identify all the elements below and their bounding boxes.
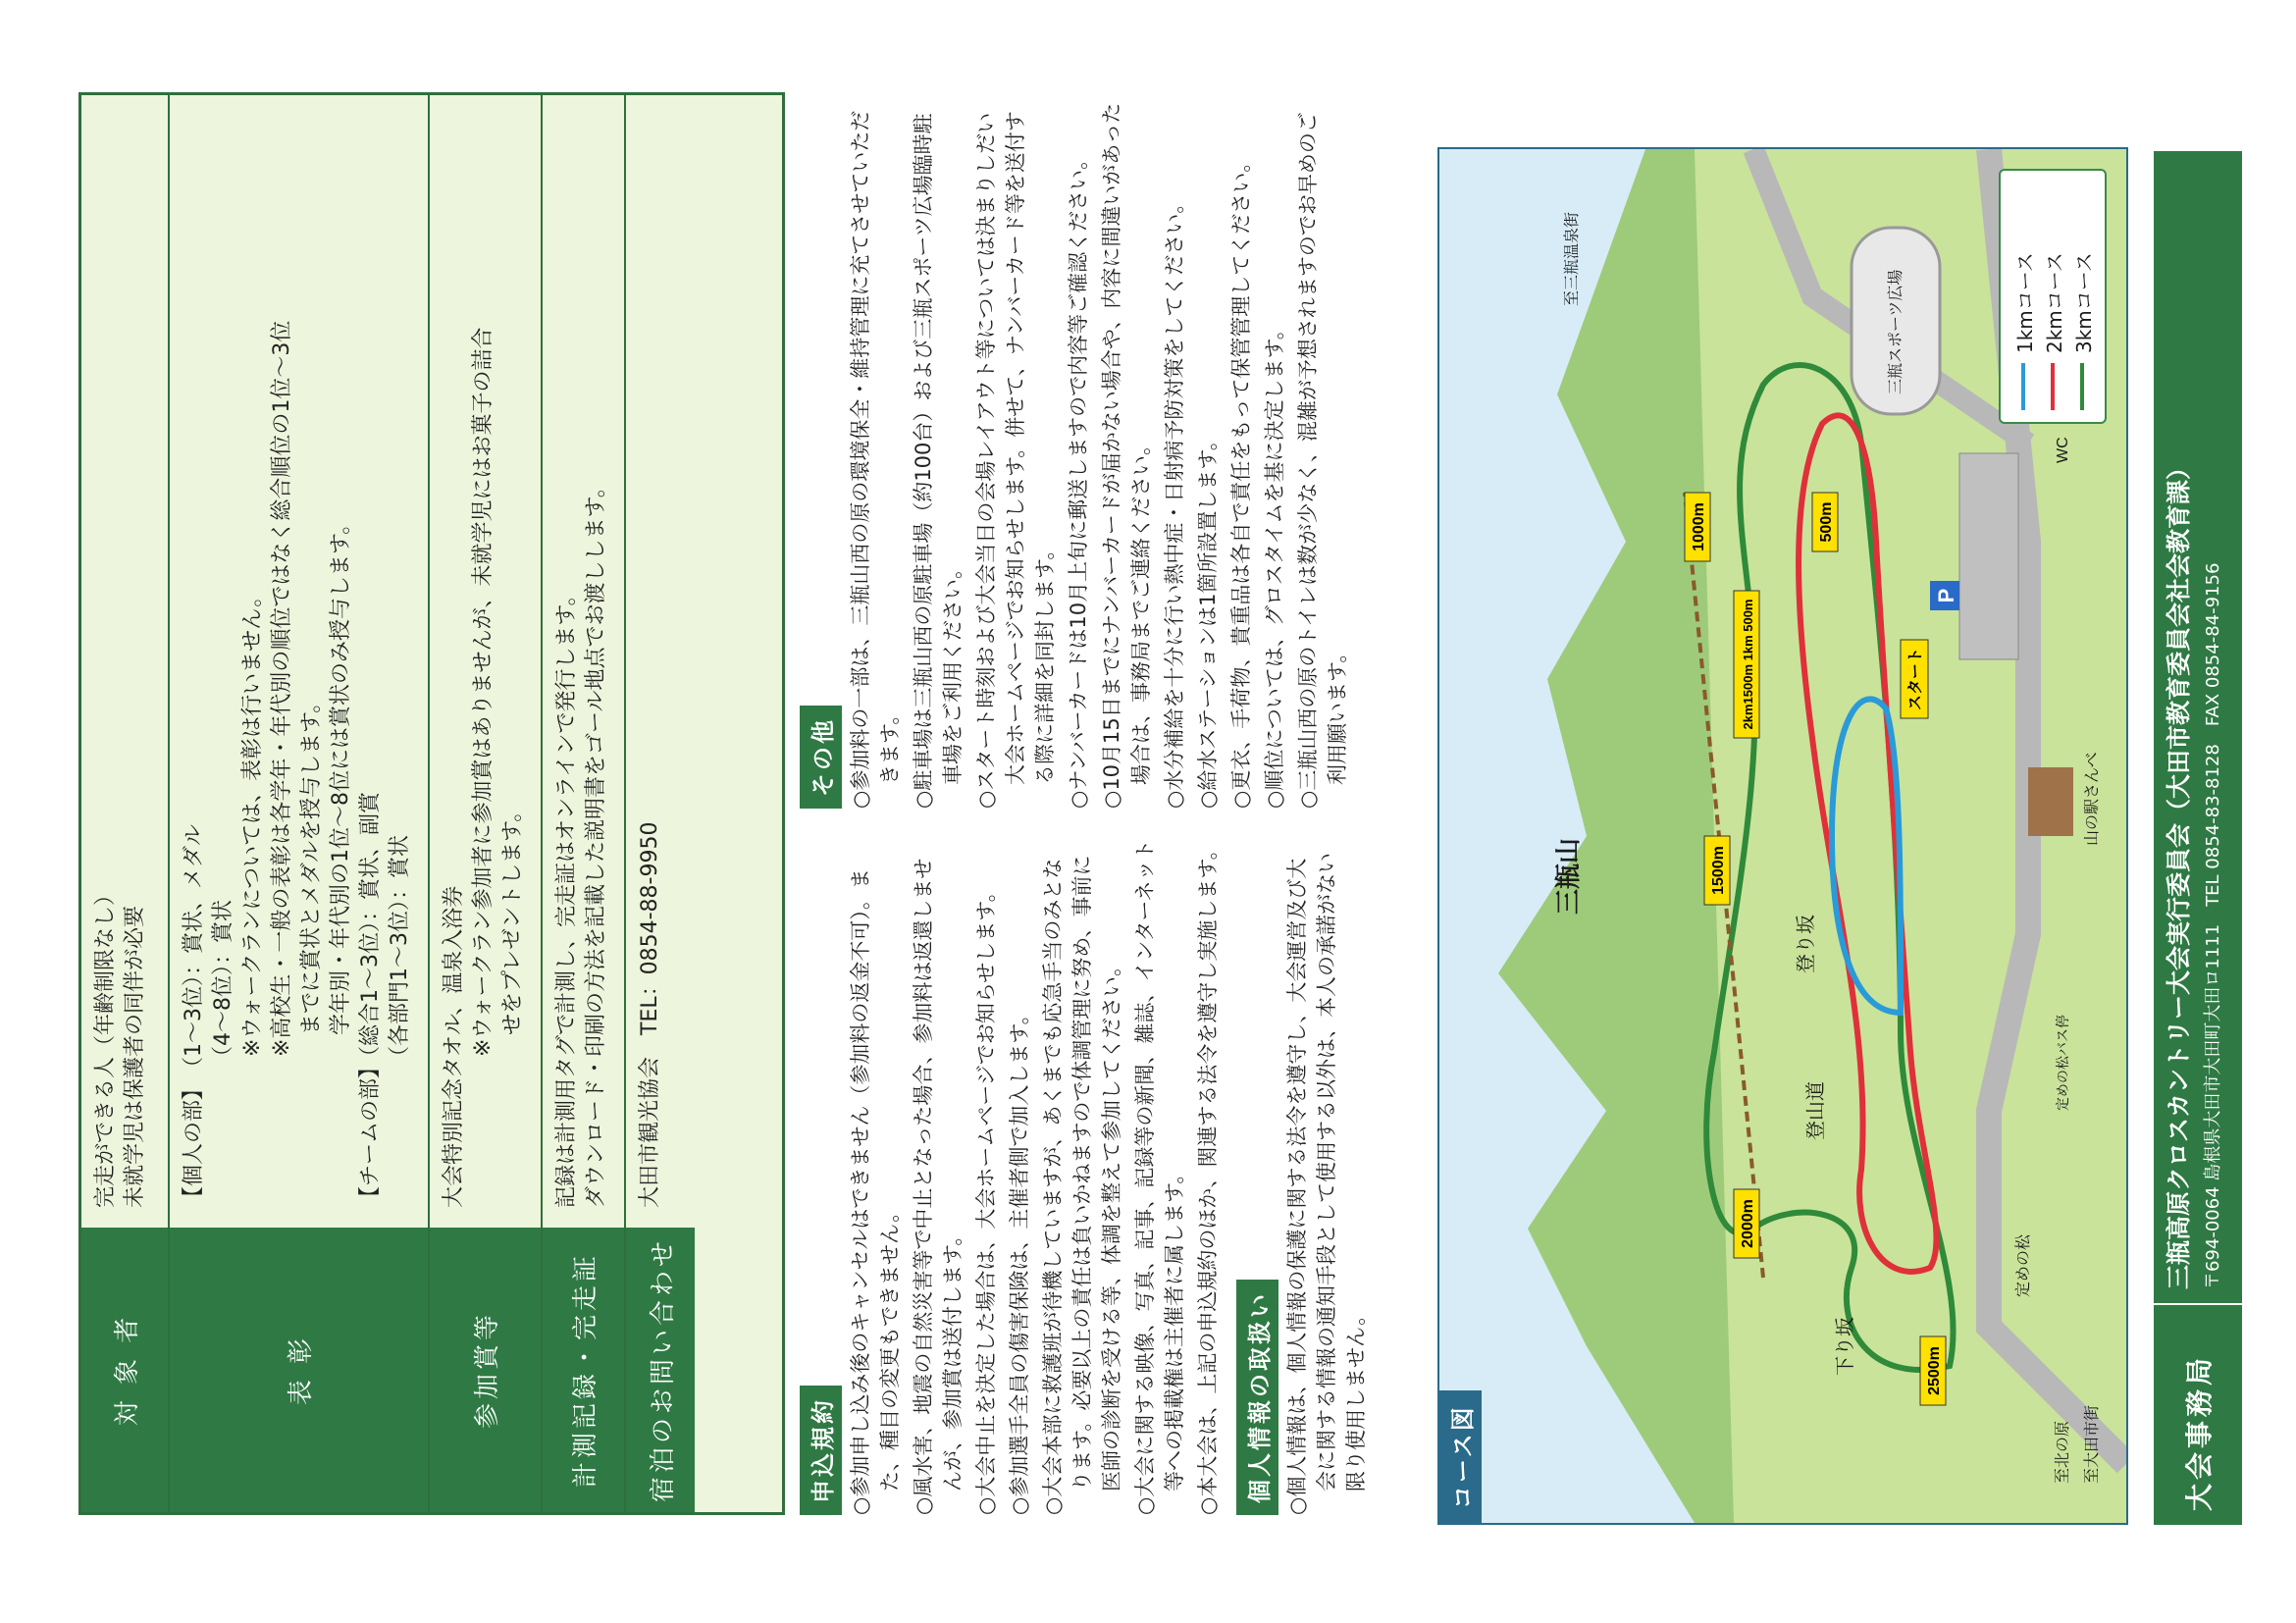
legend-label: 1kmコース: [2012, 252, 2037, 353]
row-text: 大会特別記念タオル、温泉入浴券: [442, 885, 466, 1208]
marker-multi: 2km1500m 1km 500m: [1741, 599, 1755, 730]
list-item: ○順位については、グロスタイムを基に決定します。: [1263, 319, 1286, 809]
info-table: [78, 92, 785, 1515]
list-item: ○本大会は、上記の申込規約のほか、関連する法令を遵守し実施します。: [1196, 839, 1220, 1515]
wc-label: WC: [2055, 437, 2071, 463]
row-text: ※ウォークランについては、表彰は行いません。: [240, 585, 265, 1208]
row-text: （4〜8位）：賞状: [211, 900, 235, 1208]
list-item: ○10月15日までにナンバーカードが届かない場合や、内容に間違いがあった場合は、事務局までご連絡ください。: [1100, 102, 1153, 809]
row-text: ※ウォークラン参加者に参加賞はありませんが、未就学児にはお菓子の詰合: [471, 327, 496, 1208]
row-text: 記録は計測用タグで計測し、完走証はオンラインで発行します。: [554, 584, 579, 1208]
trail-label: 登山道: [1805, 1081, 1827, 1140]
marker-500m: 500m: [1818, 501, 1835, 543]
list-item: ○三瓶山西の原のトイレは数が少なく、混雑が予想されますのでお早めのご利用願います。: [1296, 112, 1349, 809]
row-body: [552, 125, 611, 1208]
legend-label: 3kmコース: [2071, 252, 2096, 353]
row-label: 表 彰: [170, 1228, 428, 1512]
station-building: [2028, 767, 2073, 836]
row-label: 宿泊のお問い合わせ: [626, 1228, 695, 1512]
list-item: ○大会本部に救護班が待機していますが、あくまでも応急手当のみとなります。必要以上の責任は負いかねますので体調管理に努め、事前に医師の診断を受ける等、体調を整えて参加してください。: [1041, 855, 1123, 1515]
list-item: ○参加選手全員の傷害保険は、主催者側で加入します。: [1008, 1004, 1031, 1515]
parking-label: P: [1934, 588, 1958, 603]
table-row-target: [81, 95, 170, 1512]
list-item: ○スタート時刻および大会当日の会場レイアウト等については決まりしだい大会ホームページでお知らせします。併せて、ナンバーカード等を送付する際に詳細を同封します。: [974, 111, 1057, 809]
list-item: ○大会に関する映像、写真、記事、記録等の新聞、雑誌、インターネット等への掲載権は主催者に属します。: [1133, 839, 1186, 1515]
row-text: ダウンロード・印刷の方法を記載した説明書をゴール地点でお渡しします。: [584, 476, 608, 1208]
onsen-direction-label: 至三瓶温泉街: [1564, 211, 1581, 306]
footer-contact: [2160, 161, 2224, 1289]
start-marker: スタート: [1907, 647, 1924, 711]
legend-item-1km: [2009, 183, 2038, 410]
row-label: 対 象 者: [81, 1228, 168, 1512]
row-text: 完走ができる人（年齢制限なし）: [93, 883, 118, 1208]
list-item: ○個人情報は、個人情報の保護に関する法令を遵守し、大会運営及び大会に関する情報の通知手段として使用する以外は、本人の承諾がない限り使用しません。: [1285, 853, 1368, 1515]
other-column: [800, 102, 1352, 809]
list-item: ○大会中止を決定した場合は、大会ホームページでお知らせします。: [974, 881, 998, 1515]
odashi-direction-label: 至大田市街: [2084, 1404, 2101, 1484]
course-legend: [1999, 169, 2107, 424]
row-text: までに賞状とメダルを授与します。: [299, 691, 324, 1208]
section-heading-other: その他: [800, 706, 842, 809]
row-text: （各部門1〜3位）：賞状: [388, 835, 412, 1208]
table-row-prizes: [430, 95, 543, 1512]
list-item: ○風水害、地震の自然災害等で中止となった場合、参加料は返還しませんが、参加賞は送付します。: [912, 858, 965, 1515]
course-map: [1437, 147, 2128, 1525]
entry-rules-column: [800, 838, 1371, 1515]
row-text: 未就学児は保護者の同伴が必要: [123, 905, 147, 1208]
list-item: ○参加料の一部は、三瓶山西の原の環境保全・維持管理に充てさせていただきます。: [849, 110, 902, 809]
marker-2500m: 2500m: [1926, 1346, 1943, 1395]
list-item: ○給水ステーションは1箇所設置します。: [1196, 430, 1220, 809]
legend-item-3km: [2067, 183, 2097, 410]
list-item: ○水分補給を十分に行い熱中症・日射病予防対策をしてください。: [1163, 192, 1186, 809]
row-label: 計測記録・完走証: [543, 1228, 624, 1512]
table-row-records: [543, 95, 626, 1512]
sadame-label: 定めの松: [2015, 1233, 2032, 1297]
parking-lot: [1959, 453, 2018, 659]
list-item: ○駐車場は三瓶山西の原駐車場（約100台）および三瓶スポーツ広場臨時駐車場をご利用ください。: [912, 113, 965, 809]
row-label: 参加賞等: [430, 1228, 541, 1512]
row-text: 【チームの部】（総合1〜3位）：賞状、副賞: [358, 792, 383, 1208]
list-item: ○参加申し込み後のキャンセルはできません（参加料の返金不可）。また、種目の変更もできません。: [849, 868, 902, 1515]
list-item: ○ナンバーカードは10月上旬に郵送しますので内容等ご確認ください。: [1067, 148, 1090, 809]
row-text: 大田市観光協会 TEL：0854-88-9950: [638, 821, 662, 1208]
section-heading-entry: 申込規約: [800, 1386, 842, 1515]
row-body: [440, 125, 528, 1208]
table-row-lodging: [626, 95, 695, 1512]
uphill-label: 登り坂: [1796, 915, 1817, 973]
legend-label: 2kmコース: [2042, 252, 2066, 353]
marker-2000m: 2000m: [1740, 1199, 1756, 1248]
list-item: ○更衣、手荷物、貴重品は各自で責任をもって保管管理してください。: [1229, 151, 1253, 809]
table-row-awards: [170, 95, 430, 1512]
row-body: [91, 125, 150, 1208]
bus-stop-label: 定めの松バス停: [2055, 1015, 2070, 1111]
sports-field-label: 三瓶スポーツ広場: [1888, 269, 1905, 394]
section-heading-privacy: 個人情報の取扱い: [1236, 1280, 1278, 1515]
marker-1000m: 1000m: [1691, 502, 1707, 551]
secretariat-footer: [2154, 151, 2242, 1525]
row-text: せをプレゼントします。: [500, 800, 525, 1208]
row-body: [636, 125, 665, 1208]
legend-swatch: [2080, 363, 2084, 410]
downhill-label: 下り坂: [1835, 1317, 1856, 1376]
station-label: 山の駅さんべ: [2084, 752, 2101, 846]
kitanohara-direction-label: 至北の原: [2055, 1420, 2071, 1484]
organizer-name: 三瓶高原クロスカントリー大会実行委員会（大田市教育委員会社会教育課）: [2165, 454, 2193, 1289]
legend-swatch: [2051, 363, 2055, 410]
row-text: 学年別・年代別の1位〜8位には賞状のみ授与します。: [329, 512, 353, 1208]
row-body: [180, 125, 415, 1208]
map-title: コース図: [1439, 1390, 1482, 1523]
organizer-address: 〒694-0064 島根県大田市大田町大田ロ1111 TEL 0854-83-8128 FAX 0854-84-9156: [2203, 562, 2223, 1289]
footer-label: 大会事務局: [2154, 1303, 2242, 1511]
row-text: 【個人の部】 （1〜3位）：賞状、メダル: [182, 824, 206, 1208]
marker-1500m: 1500m: [1710, 846, 1727, 895]
legend-item-2km: [2038, 183, 2067, 410]
row-text: ※高校生・一般の表彰は各学年・年代別の順位ではなく総合順位の1位〜3位: [270, 320, 294, 1208]
legend-swatch: [2021, 363, 2025, 410]
mountain-label: 三瓶山: [1553, 837, 1583, 915]
